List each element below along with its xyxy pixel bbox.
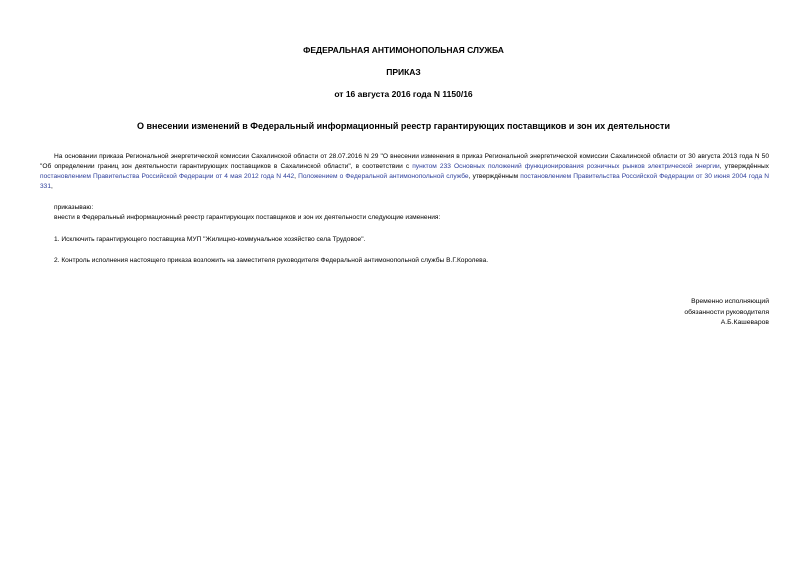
agency-name: ФЕДЕРАЛЬНАЯ АНТИМОНОПОЛЬНАЯ СЛУЖБА — [303, 45, 504, 55]
link-fas-regulation[interactable]: Положением о Федеральной антимонопольной службе — [298, 173, 469, 180]
signature-block — [684, 297, 769, 329]
preamble — [40, 152, 769, 192]
link-rules-point-233[interactable]: пунктом 233 Основных положений функционирования розничных рынков электрической энергии — [412, 163, 720, 170]
preamble-text-4: , утверждённым — [468, 173, 521, 180]
preamble-text-1: На основании приказа Региональной энергетической комиссии Сахалинской области от 28.07.2016 N 29 "О внесении изменения в приказ Региональной энергетической комиссии Сахалинской области от 30 августа 2013 года N 50 "Об определении границ зон деятельности гарантирующих поставщиков в Сахалинской области", в соответствии с — [40, 153, 769, 170]
link-government-decree-442[interactable]: постановлением Правительства Российской Федерации от 4 мая 2012 года N 442 — [40, 173, 295, 180]
signature-name: А.Б.Кашеваров — [720, 319, 769, 326]
document-title: О внесении изменений в Федеральный информационный реестр гарантирующих поставщиков и зон их деятельности — [137, 121, 670, 131]
order-word: приказываю: — [54, 204, 94, 211]
order-item-1: 1. Исключить гарантирующего поставщика МУП "Жилищно-коммунальное хозяйство села Трудовое". — [54, 236, 366, 243]
link-government-decree-331[interactable]: постановлением Правительства Российской Федерации от 30 июня 2004 года N 331 — [40, 173, 770, 190]
preamble-text-2: , утверждённых — [719, 163, 769, 170]
document-date: от 16 августа 2016 года N 1150/16 — [334, 89, 473, 99]
preamble-text-5: , — [51, 183, 53, 190]
signature-line-1: Временно исполняющий — [691, 298, 769, 305]
order-item-2: 2. Контроль исполнения настоящего приказа возложить на заместителя руководителя Федеральной антимонопольной службы В.Г.Королева. — [54, 257, 489, 264]
preamble-paragraph — [40, 152, 769, 192]
preamble-text-3: , — [294, 173, 299, 180]
signature-line-2: обязанности руководителя — [684, 308, 769, 316]
document-type: ПРИКАЗ — [386, 67, 421, 77]
order-intro: внести в Федеральный информационный реестр гарантирующих поставщиков и зон их деятельности следующие изменения: — [54, 214, 441, 221]
